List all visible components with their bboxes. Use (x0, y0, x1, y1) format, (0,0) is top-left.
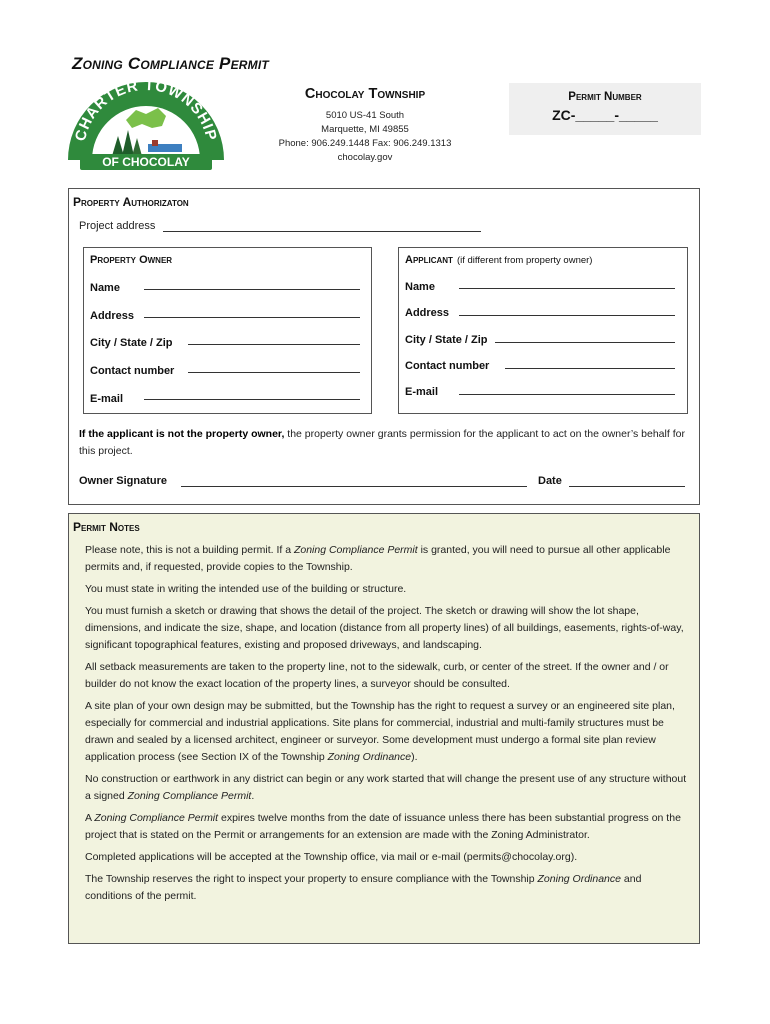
authorization-title: Property Authorizaton (73, 195, 189, 209)
applicant-address-label: Address (405, 307, 450, 319)
township-name: Chocolay Township (304, 86, 426, 102)
township-street: 5010 US-41 South (325, 110, 405, 121)
applicant-contact-field[interactable] (505, 368, 675, 369)
owner-contact-label: Contact number (90, 365, 175, 377)
date-field[interactable] (569, 486, 685, 487)
owner-email-field[interactable] (144, 399, 360, 400)
owner-city-label: City / State / Zip (90, 337, 173, 349)
applicant-email-field[interactable] (459, 394, 675, 395)
project-address-field[interactable] (163, 231, 481, 232)
applicant-title: Applicant (if different from property owner) (405, 254, 593, 266)
owner-email-label: E-mail (90, 393, 124, 405)
owner-name-label: Name (90, 282, 120, 294)
township-city: Marquette, MI 49855 (321, 124, 409, 135)
permit-number-box (509, 83, 701, 135)
date-label: Date (538, 475, 562, 487)
permit-notes-title: Permit Notes (73, 520, 140, 534)
applicant-box (398, 247, 688, 414)
permit-note-item: Completed applications will be accepted at the Township office, via mail or e-mail (permits@chocolay.org). (85, 851, 578, 863)
permit-number-value[interactable]: ZC-_____-_____ (552, 107, 658, 123)
permit-note-item: No construction or earthwork in any district can begin or any work started that will change the present use of any structure without a signed Zoning Compliance Permit. (85, 773, 687, 802)
svg-text:CHARTER TOWNSHIP: CHARTER TOWNSHIP (71, 80, 221, 143)
applicant-email-label: E-mail (405, 386, 439, 398)
owner-address-field[interactable] (144, 317, 360, 318)
owner-name-field[interactable] (144, 289, 360, 290)
township-seal-icon (66, 80, 226, 170)
page-title: Zoning Compliance Permit (72, 54, 269, 73)
permit-note-item: A site plan of your own design may be submitted, but the Township has the right to request a survey or an engineered site plan, especially for commercial and industrial applications. Site plans for commercial, industrial and multi-family structures must be drawn and sealed by a licensed architect, engineer or surveyor. Some development must undergo a formal site plan review application process (see Section IX of the Township Zoning Ordinance). (85, 700, 675, 763)
permit-note-item: You must state in writing the intended use of the building or structure. (85, 583, 407, 595)
project-address-label: Project address (79, 220, 156, 232)
applicant-name-label: Name (405, 281, 435, 293)
svg-text:OF CHOCOLAY: OF CHOCOLAY (102, 155, 190, 169)
owner-address-label: Address (90, 310, 135, 322)
property-authorization-section (68, 188, 700, 505)
owner-contact-field[interactable] (188, 372, 360, 373)
applicant-address-field[interactable] (459, 315, 675, 316)
permit-notes-list (85, 542, 691, 910)
property-owner-title: Property Owner (90, 254, 173, 266)
applicant-contact-label: Contact number (405, 360, 490, 372)
permit-notes-section (68, 513, 700, 944)
property-owner-box (83, 247, 372, 414)
permit-note-item: Please note, this is not a building permit. If a Zoning Compliance Permit is granted, you will need to pursue all other applicable permits and, if requested, provide copies to the Township. (85, 544, 671, 573)
applicant-city-label: City / State / Zip (405, 334, 488, 346)
permit-note-item: You must furnish a sketch or drawing that shows the detail of the project. The sketch or drawing will show the lot shape, dimensions, and indicate the size, shape, and location (distance from all property lines) of all buildings, easements, rights-of-way, significant topographical features, existing and proposed driveways, and landscaping. (85, 605, 684, 651)
township-website[interactable]: chocolay.gov (337, 152, 393, 163)
applicant-name-field[interactable] (459, 288, 675, 289)
permit-note-item: A Zoning Compliance Permit expires twelve months from the date of issuance unless there has been substantial progress on the project that is stated on the Permit or arrangements for an extension are made with the Zoning Administrator. (85, 812, 681, 841)
owner-signature-field[interactable] (181, 486, 527, 487)
owner-consent-text: If the applicant is not the property owner, the property owner grants permission for the applicant to act on the owner’s behalf for this project. (79, 428, 685, 457)
permit-number-label: Permit Number (568, 91, 642, 103)
applicant-subtitle: (if different from property owner) (456, 255, 593, 266)
permit-note-item: The Township reserves the right to inspect your property to ensure compliance with the Township Zoning Ordinance and conditions of the permit. (85, 873, 642, 902)
permit-note-item: All setback measurements are taken to the property line, not to the sidewalk, curb, or center of the street. If the owner and / or builder do not know the exact location of the property lines, a surveyor should be consulted. (85, 661, 669, 690)
township-phone: Phone: 906.249.1448 Fax: 906.249.1313 (278, 138, 452, 149)
owner-city-field[interactable] (188, 344, 360, 345)
applicant-city-field[interactable] (495, 342, 675, 343)
owner-signature-label: Owner Signature (79, 475, 168, 487)
